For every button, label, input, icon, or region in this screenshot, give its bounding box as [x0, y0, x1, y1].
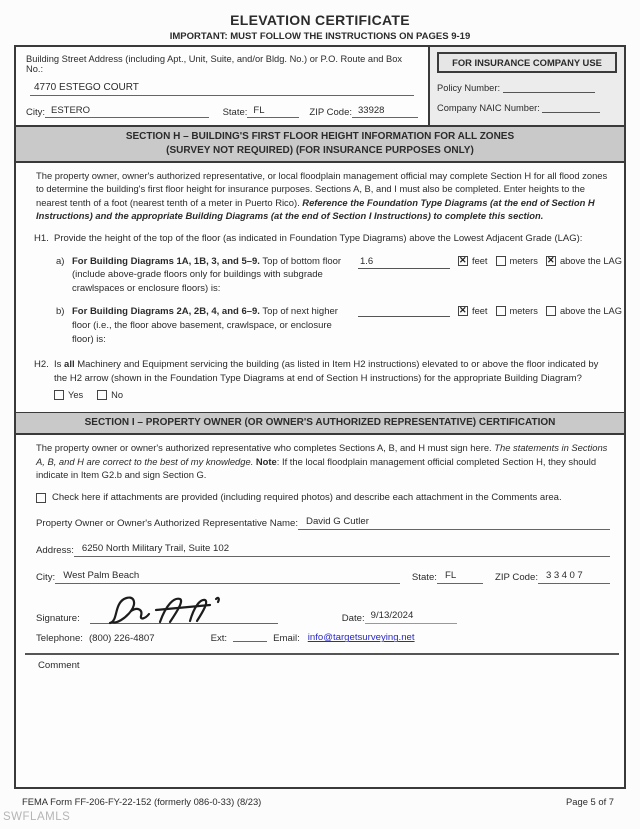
telephone-label: Telephone: — [36, 633, 83, 645]
item-h1a-row — [16, 246, 624, 296]
zip-field[interactable]: 33928 — [352, 105, 418, 118]
h1b-lag-option — [546, 306, 622, 316]
signature-field[interactable] — [90, 600, 278, 624]
h1a-feet-label: feet — [472, 255, 488, 266]
owner-name-field[interactable]: David G Cutler — [298, 516, 610, 530]
signature-row — [16, 600, 624, 624]
h2-no-checkbox[interactable] — [97, 390, 107, 400]
section-h-intro-text: The property owner, owner's authorized representative, or local floodplain management official may complete Section H for all flood zones to determine the building's first floor height for insurance purposes. Sections A, B, and I must also be completed. Enter heights to the nearest tenth of a foot (nearest tenth of a meter in Puerto Rico). — [36, 170, 608, 208]
section-i-title: SECTION I – PROPERTY OWNER (OR OWNER'S AUTHORIZED REPRESENTATIVE) CERTIFICATION — [84, 416, 556, 428]
section-h-intro-emphasis: Reference the Foundation Type Diagrams (at the end of Section H Instructions) and the appropriate Building Diagrams (at the end of Section I Instructions) to complete this section. — [36, 196, 595, 222]
h2-yes-label: Yes — [68, 389, 84, 400]
h1b-description — [56, 305, 354, 346]
owner-state-field[interactable]: FL — [437, 570, 483, 584]
h2-text: Is all Machinery and Equipment servicing the building (as listed in Item H2 instructions) elevated to or above the floor indicated by the H2 arrow (shown in the Foundation Type Diagrams at end of Section H instructions) for the appropriate Building Diagram? Yes No — [54, 358, 612, 402]
page-subtitle: IMPORTANT: MUST FOLLOW THE INSTRUCTIONS ON PAGES 9-19 — [169, 31, 471, 42]
signature-image — [104, 593, 239, 627]
street-address-field[interactable] — [30, 82, 414, 96]
telephone-row — [16, 632, 624, 644]
owner-city-field[interactable]: West Palm Beach — [55, 570, 400, 584]
h1a-meters-checkbox[interactable] — [496, 256, 506, 266]
city-state-zip-row — [26, 105, 418, 120]
email-label: Email: — [273, 633, 300, 645]
section-h-intro — [16, 163, 624, 224]
owner-address-field[interactable]: 6250 North Military Trail, Suite 102 — [74, 543, 610, 557]
h1a-lag-option — [546, 256, 622, 266]
h1a-lag-checkbox[interactable] — [546, 256, 556, 266]
item-h1b-row — [16, 296, 624, 346]
h1b-feet-checkbox[interactable] — [458, 306, 468, 316]
h1a-feet-option — [458, 256, 488, 266]
swflamls-watermark: SWFLAMLS — [3, 811, 71, 823]
h1a-height-field[interactable]: 1.6 — [358, 256, 450, 269]
naic-number-label: Company NAIC Number: — [437, 103, 540, 113]
h1b-bold-text: For Building Diagrams 2A, 2B, 4, and 6–9. — [72, 305, 260, 317]
section-h-title-line1: SECTION H – BUILDING'S FIRST FLOOR HEIGHT INFORMATION FOR ALL ZONES — [125, 131, 515, 142]
item-h2 — [16, 346, 624, 402]
naic-number-field[interactable] — [542, 104, 600, 113]
h1b-inputs — [354, 306, 622, 346]
h1b-feet-option — [458, 306, 488, 316]
naic-number-row — [437, 103, 617, 113]
h1a-inputs — [354, 256, 622, 296]
section-i-header — [16, 412, 624, 436]
fema-form-number: FEMA Form FF-206-FY-22-152 (formerly 086-0-33) (8/23) — [22, 796, 262, 807]
h2-yes-option — [54, 389, 83, 402]
h1b-meters-label: meters — [509, 305, 538, 316]
policy-number-field[interactable] — [503, 84, 595, 93]
telephone-value: (800) 226-4807 — [88, 633, 155, 645]
h1a-bold-text: For Building Diagrams 1A, 1B, 3, and 5–9. — [72, 255, 260, 267]
owner-city-row — [16, 570, 624, 584]
attachments-checkbox[interactable] — [36, 493, 46, 503]
h1a-description — [56, 255, 354, 296]
page-title: ELEVATION CERTIFICATE — [230, 12, 410, 28]
h1b-letter: b) — [56, 305, 65, 317]
h1b-lag-label: above the LAG — [559, 305, 622, 316]
owner-city-label: City: — [36, 572, 56, 584]
comment-label: Comment — [38, 660, 80, 672]
comment-area[interactable] — [16, 671, 624, 787]
insurance-company-use-box — [428, 47, 624, 125]
h2-number: H2. — [34, 359, 49, 371]
street-address-value: 4770 ESTEGO COURT — [34, 82, 139, 93]
h1b-lag-checkbox[interactable] — [546, 306, 556, 316]
owner-name-row — [16, 516, 624, 530]
h1b-rest-text: Top of next higher floor (i.e., the floor above basement, crawlspace, or enclosure floor) is: — [72, 305, 338, 345]
owner-state-label: State: — [411, 572, 437, 584]
h1-text: Provide the height of the top of the floor (as indicated in Foundation Type Diagrams) above the Lowest Adjacent Grade (LAG): — [54, 233, 583, 245]
h1b-height-field[interactable] — [358, 306, 450, 317]
certificate-form — [14, 45, 626, 789]
top-address-row — [16, 47, 624, 127]
owner-zip-field[interactable]: 33407 — [538, 570, 610, 584]
h2-no-label: No — [111, 389, 124, 400]
policy-number-row — [437, 83, 617, 93]
h2-yes-checkbox[interactable] — [54, 390, 64, 400]
insurance-box-title: FOR INSURANCE COMPANY USE — [437, 52, 617, 73]
email-link[interactable]: info@targetsurveying.net — [307, 632, 415, 644]
h1b-meters-checkbox[interactable] — [496, 306, 506, 316]
h1b-meters-option — [496, 306, 538, 316]
owner-address-row — [16, 543, 624, 557]
owner-address-label: Address: — [36, 545, 74, 557]
h2-no-option — [97, 389, 123, 402]
building-address-box — [16, 47, 428, 125]
city-field[interactable]: ESTERO — [45, 105, 209, 118]
h1b-feet-label: feet — [472, 305, 488, 316]
h1-number: H1. — [34, 233, 49, 245]
item-h1 — [16, 224, 624, 245]
date-label: Date: — [341, 613, 365, 625]
owner-name-label: Property Owner or Owner's Authorized Representative Name: — [36, 518, 299, 530]
policy-number-label: Policy Number: — [437, 83, 501, 93]
h1a-lag-label: above the LAG — [559, 255, 622, 266]
date-group — [342, 610, 457, 624]
zip-label: ZIP Code: — [309, 107, 352, 118]
ext-label: Ext: — [210, 633, 228, 645]
section-h-title-line2: (SURVEY NOT REQUIRED) (FOR INSURANCE PURPOSES ONLY) — [166, 144, 474, 156]
h1a-meters-label: meters — [509, 255, 538, 266]
state-label: State: — [222, 107, 248, 118]
date-field[interactable]: 9/13/2024 — [365, 610, 457, 624]
section-i-intro: The property owner or owner's authorized representative who completes Sections A, B, and H must sign here. The statements in Sections A, B, and H are correct to the best of my knowledge. Note: If the local floodplain management official completed Section H, they should indicate in Item G2.b and sign Section G. — [36, 442, 608, 481]
page-footer — [22, 796, 614, 807]
owner-zip-label: ZIP Code: — [494, 572, 538, 584]
section-h-header — [16, 127, 624, 163]
attachments-label: Check here if attachments are provided (including required photos) and describe each attachment in the Comments area. — [52, 492, 562, 504]
state-field[interactable]: FL — [247, 105, 299, 118]
ext-field[interactable] — [233, 633, 267, 642]
h2-yes-no-row — [54, 389, 612, 402]
signature-label: Signature: — [36, 613, 80, 625]
h1a-feet-checkbox[interactable] — [458, 256, 468, 266]
page-number: Page 5 of 7 — [566, 796, 614, 807]
h1a-meters-option — [496, 256, 538, 266]
street-address-label: Building Street Address (including Apt., Unit, Suite, and/or Bldg. No.) or P.O. Route and Box No.: — [26, 54, 403, 74]
city-label: City: — [26, 107, 45, 118]
h1a-letter: a) — [56, 255, 65, 267]
attachments-row — [16, 483, 624, 503]
h1a-rest-text: Top of bottom floor (include above-grade floors only for buildings with subgrade crawlspaces or enclosure floors) is: — [72, 255, 342, 295]
